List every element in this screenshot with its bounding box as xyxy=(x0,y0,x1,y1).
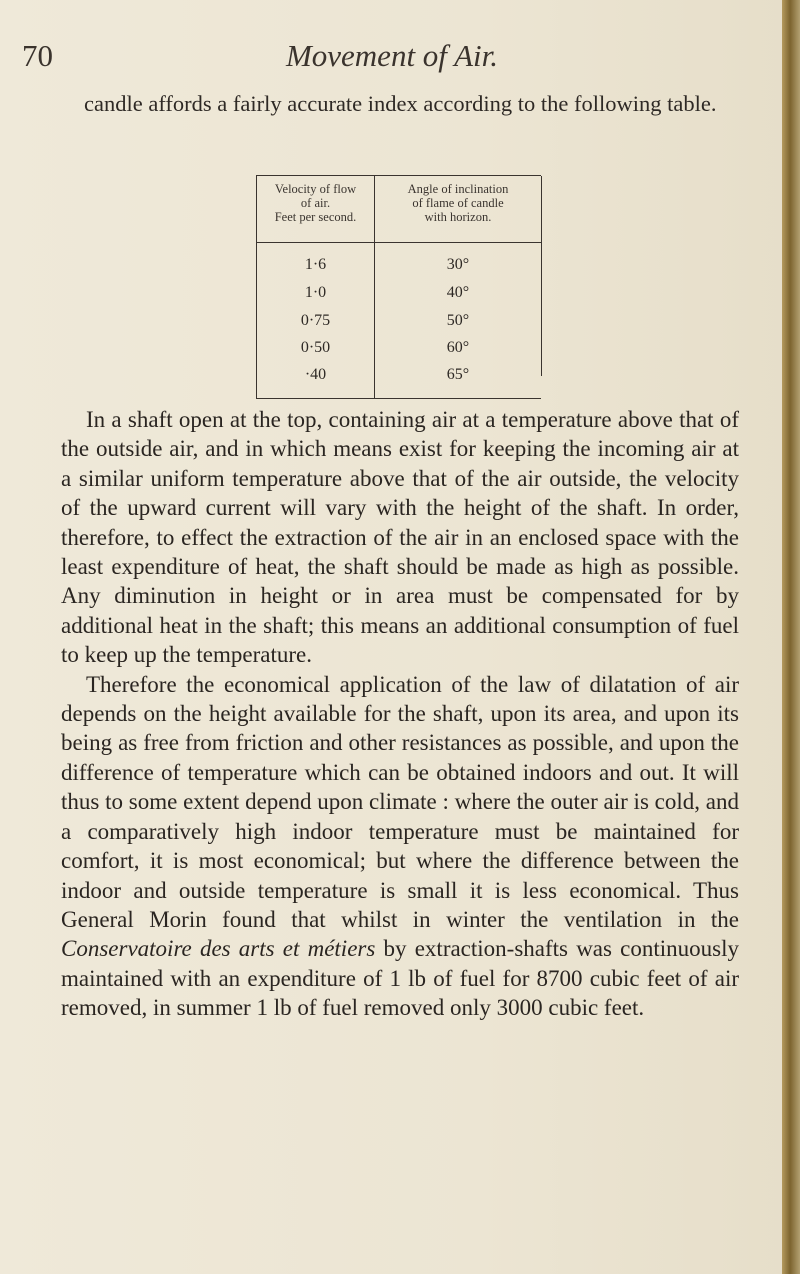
page-number: 70 xyxy=(22,38,53,73)
velocity-column-header xyxy=(257,182,374,224)
velocity-cell: 0·50 xyxy=(300,339,331,356)
velocity-header-line-2: of air. xyxy=(300,196,331,210)
paragraph-economical-application xyxy=(61,670,739,1023)
velocity-cell: ·40 xyxy=(304,366,327,383)
angle-cell: 60° xyxy=(446,339,470,356)
velocity-angle-table xyxy=(256,175,541,399)
running-title: Movement of Air. xyxy=(285,38,499,73)
angle-cell: 40° xyxy=(446,284,470,301)
page-edge xyxy=(782,0,800,1274)
angle-column-header xyxy=(375,182,541,224)
angle-cell: 65° xyxy=(446,366,470,383)
angle-cell: 50° xyxy=(446,312,470,329)
angle-header-line-2: of flame of candle xyxy=(412,196,504,210)
body-text xyxy=(61,405,739,1023)
velocity-cell: 1·0 xyxy=(304,284,327,301)
italic-institution-name: Conservatoire des arts et métiers xyxy=(61,936,376,962)
paragraph-text: Therefore the economical application of the law of dilatation of air depends on the height available for the shaft, upon its area, and upon its being as free from friction and other resistances as possible, and upon the difference of temperature which can be obtained indoors and out. It will thus to some extent depend upon climate : where the outer air is cold, and a comparatively high indoor temperature must be maintained for comfort, it is most economical; but where the difference between the indoor and outside temperature is small it is less economical. Thus General Morin found that whilst in winter the ventilation in the xyxy=(61,671,739,932)
velocity-header-line-3: Feet per second. xyxy=(274,210,357,224)
angle-header-line-1: Angle of inclination xyxy=(407,182,509,196)
paragraph-shaft-velocity: In a shaft open at the top, containing air at a temperature above that of the outside air, and in which means exist for keeping the incoming air at a similar uniform temperature above that of the air outside, the velocity of the upward current will vary with the height of the shaft. In order, therefore, to effect the extraction of the air in an enclosed space with the least expenditure of heat, the shaft should be made as high as possible. Any diminution in height or in area must be compensated for by additional heat in the shaft; this means an additional consumption of fuel to keep up the temperature. xyxy=(61,407,739,668)
intro-text: candle affords a fairly accurate index according to the following table. xyxy=(84,91,717,116)
page-header xyxy=(22,38,762,78)
velocity-cell: 0·75 xyxy=(300,312,331,329)
angle-cell: 30° xyxy=(446,256,470,273)
angle-header-line-3: with horizon. xyxy=(424,210,492,224)
velocity-header-line-1: Velocity of flow xyxy=(274,182,357,196)
paragraph-text: by extraction-shafts was continuously maintained with an expenditure of 1 lb of fuel for 8700 cubic feet of air removed, in summer 1 lb of fuel removed only 3000 cubic feet. xyxy=(61,936,739,1021)
header-rule xyxy=(257,242,541,243)
velocity-cell: 1·6 xyxy=(304,256,327,273)
